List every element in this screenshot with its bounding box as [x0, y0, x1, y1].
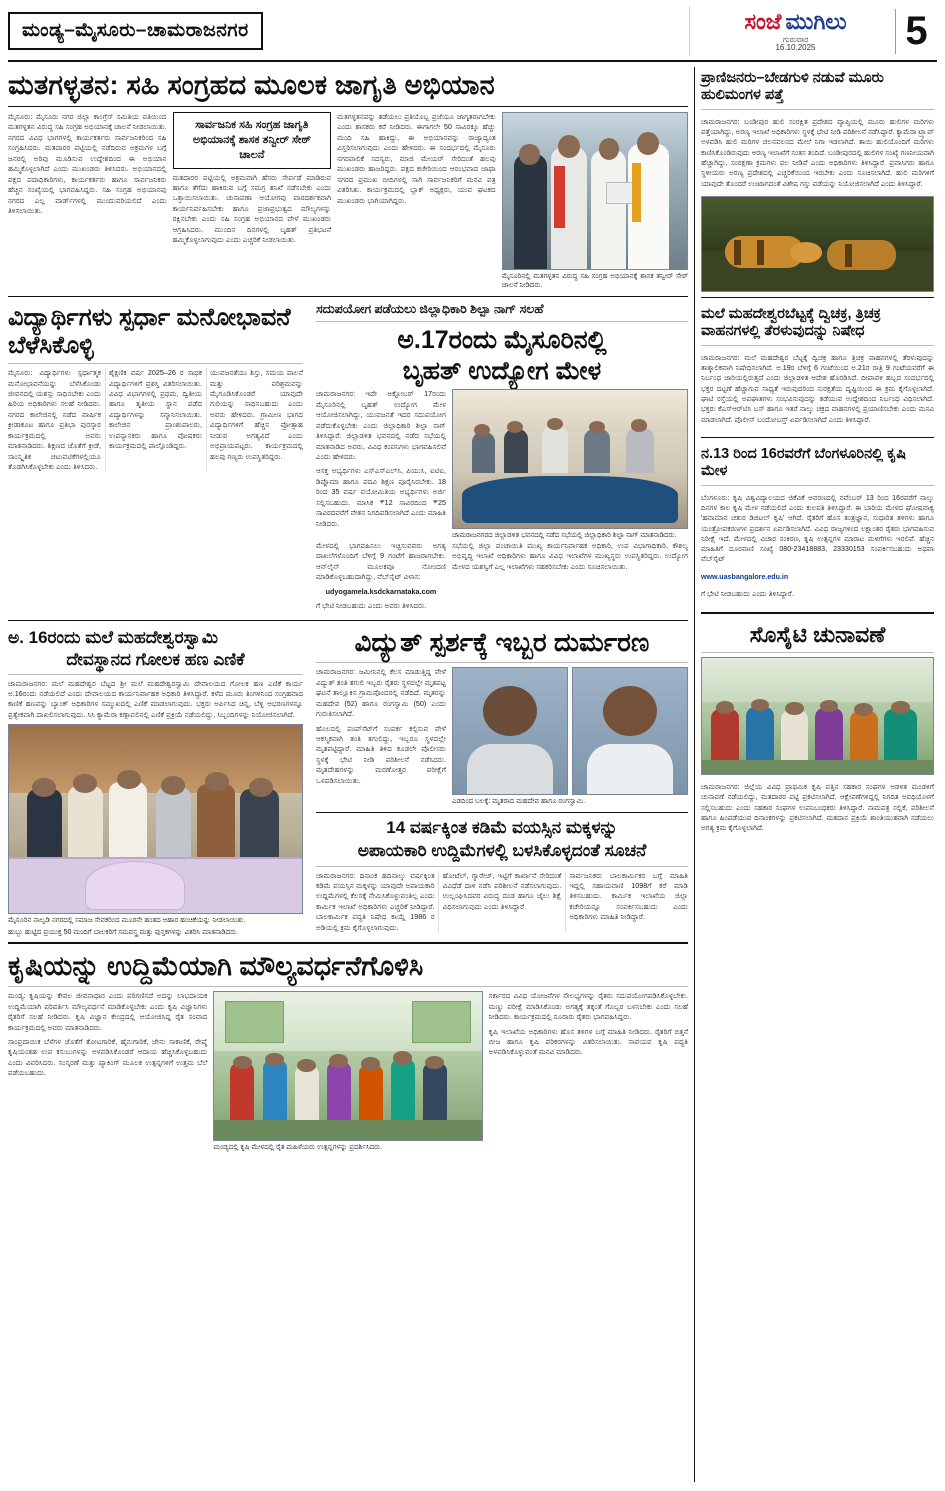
- jobfair-kicker: ಸದುಪಯೋಗ ಪಡೆಯಲು ಜಿಲ್ಲಾಧಿಕಾರಿ ಶಿಲ್ಪಾ ನಾಗ್ ಸಲಹೆ: [316, 301, 544, 316]
- tiger-headline: ಪ್ರಾಣಿಜನರು–ಬೇಡಗುಳಿ ನಡುವೆ ಮೂರು ಹುಲಿಮಂಗಳ ಪತ್ತೆ: [701, 70, 884, 104]
- tiger-text: ಚಾಮರಾಜನಗರ: ಬಂಡೀಪುರ ಹುಲಿ ಸಂರಕ್ಷಿತ ಪ್ರದೇಶದ ವ್ಯಾಪ್ತಿಯಲ್ಲಿ ಮೂರು ಹುಲಿಗಳ ಮರಿಗಳು ಪತ್ತೆಯಾಗಿದ್ದು, ಅರಣ್ಯ ಇಲಾಖೆ ಅಧಿಕಾರಿಗಳು ಸ್ಥಳಕ್ಕೆ ಭೇಟಿ ನೀಡಿ ಪರಿಶೀಲನೆ ನಡೆಸಿದ್ದಾರೆ. ಕ್ಯಾಮೆರಾ ಟ್ರ್ಯಾಪ್ ಅಳವಡಿಸಿ ಹುಲಿ ಮರಿಗಳ ಚಲನವಲನದ ಮೇಲೆ ನಿಗಾ ಇಡಲಾಗಿದೆ. ತಾಯಿ ಹುಲಿಯೊಂದಿಗೆ ಮರಿಗಳು ಕಾಣಿಸಿಕೊಂಡಿರುವುದು ಅರಣ್ಯ ಇಲಾಖೆಗೆ ಸಂತಸ ತಂದಿದೆ. ಬಂಡೀಪುರದಲ್ಲಿ ಹುಲಿಗಳ ಸಂಖ್ಯೆ ಗಣನೀಯವಾಗಿ ಹೆಚ್ಚಾಗಿದ್ದು, ಸಂರಕ್ಷಣಾ ಕ್ರಮಗಳು ಫಲ ನೀಡಿವೆ ಎಂದು ಅಧಿಕಾರಿಗಳು ತಿಳಿಸಿದ್ದಾರೆ. ಪ್ರವಾಸಿಗರು ಹಾಗೂ ಸ್ಥಳೀಯರು ಅರಣ್ಯ ಪ್ರದೇಶದಲ್ಲಿ ಎಚ್ಚರಿಕೆಯಿಂದ ಇರಬೇಕು ಎಂದು ಸೂಚಿಸಲಾಗಿದೆ. ಹುಲಿ ಮರಿಗಳಿಗೆ ಯಾವುದೇ ತೊಂದರೆ ಉಂಟಾಗದಂತೆ ವಿಶೇಷ ಗಸ್ತು ಪಡೆಯನ್ನು ನಿಯೋಜಿಸಲಾಗಿದೆ ಎಂದು ತಿಳಿಸಿದ್ದಾರೆ.: [701, 117, 935, 188]
- agri-col2: ಸಾಂಪ್ರದಾಯಿಕ ಬೆಳೆಗಳ ಜೊತೆಗೆ ತೋಟಗಾರಿಕೆ, ಹೈನುಗಾರಿಕೆ, ಜೇನು ಸಾಕಾಣಿಕೆ, ರೇಷ್ಮೆ ಕೃಷಿಯಂತಹ ಉಪ ಕಸುಬುಗಳನ್ನು ಅಳವಡಿಸಿಕೊಂಡರೆ ಆದಾಯ ಹೆಚ್ಚಿಸಿಕೊಳ್ಳಬಹುದು ಎಂದು ವಿವರಿಸಿದರು. ಸಂಸ್ಕರಣೆ ಮತ್ತು ಪ್ಯಾಕಿಂಗ್ ಮೂಲಕ ಉತ್ಪನ್ನಗಳಿಗೆ ಉತ್ತಮ ಬೆಲೆ ಪಡೆಯಬಹುದು.: [8, 1037, 208, 1078]
- childlabour-col2: ಹೋಟೆಲ್, ಗ್ಯಾರೇಜ್, ಇಟ್ಟಿಗೆ ಕಾರ್ಖಾನೆ ಸೇರಿದಂತೆ ವಿವಿಧೆಡೆ ದಾಳಿ ನಡೆಸಿ ಪರಿಶೀಲನೆ ನಡೆಸಲಾಗುವುದು. ಉಲ್ಲಂಘಿಸಿದವರ ವಿರುದ್ಧ ದಂಡ ಹಾಗೂ ಜೈಲು ಶಿಕ್ಷೆ ವಿಧಿಸಲಾಗುವುದು ಎಂದು ತಿಳಿಸಿದ್ದಾರೆ.: [442, 870, 562, 911]
- agri-headline: ಕೃಷಿಯನ್ನು ಉದ್ದಿಮೆಯಾಗಿ ಮೌಲ್ಯವರ್ಧನೆಗೊಳಿಸಿ: [8, 951, 424, 982]
- jobfair-photo: [452, 389, 688, 529]
- agri-photo: [213, 991, 482, 1141]
- temple-photo-caption-2: ಹುಬ್ಬು ಹುಟ್ಟಿದ ಪ್ರಯುಕ್ತ 50 ಮಂದಿಗೆ ಬಾಲಕರಿಗೆ ಸಮವಸ್ತ್ರ ಮತ್ತು ಪುಸ್ತಕಗಳನ್ನು ವಿತರಿಸಿ ಮಾತನಾಡಿದರು.: [8, 928, 239, 936]
- article-agri: [8, 949, 688, 1152]
- victim-photo-2: [572, 667, 688, 795]
- article-temple: [8, 626, 303, 937]
- temple-photo-caption-1: ಮೈಸೂರಿನ ನಾಲ್ವಡಿ ನಗರದಲ್ಲಿ ಸಮಾಜ ಸೇವಕರಿಂದ ಮೂರನೇ ಹಂತದ ಆಹಾರ ಹಂಚಿಕೆಯನ್ನು ನೀಡಲಾಯಿತು.: [8, 917, 246, 925]
- article-electrocution: [316, 626, 688, 933]
- lead-deck: ಸಾರ್ವಜನಿಕ ಸಹಿ ಸಂಗ್ರಹ ಜಾಗೃತಿ ಅಭಿಯಾನಕ್ಕೆ ಶಾಸಕ ತನ್ವೀರ್ ಸೇಠ್ ಚಾಲನೆ: [173, 112, 332, 169]
- krushimela-text: ಬೆಂಗಳೂರು: ಕೃಷಿ ವಿಶ್ವವಿದ್ಯಾಲಯದ ಜಿಕೆವಿಕೆ ಆವರಣದಲ್ಲಿ ನವೆಂಬರ್ 13 ರಿಂದ 16ರವರೆಗೆ ನಾಲ್ಕು ದಿನಗಳ ಕಾಲ ಕೃಷಿ ಮೇಳ ನಡೆಯಲಿದೆ ಎಂದು ಕುಲಪತಿ ತಿಳಿಸಿದ್ದಾರೆ. ಈ ಬಾರಿಯ ಮೇಳದ ಘೋಷವಾಕ್ಯ 'ಹವಾಮಾನ ಚತುರ ಡಿಜಿಟಲ್ ಕೃಷಿ' ಆಗಿದೆ. ರೈತರಿಗೆ ಹೊಸ ತಂತ್ರಜ್ಞಾನ, ಸುಧಾರಿತ ತಳಿಗಳು ಹಾಗೂ ಯಂತ್ರೋಪಕರಣಗಳ ಪ್ರದರ್ಶನ ಏರ್ಪಡಿಸಲಾಗಿದೆ. ವಿವಿಧ ರಾಜ್ಯಗಳಿಂದ ಲಕ್ಷಾಂತರ ರೈತರು ಭಾಗವಹಿಸುವ ನಿರೀಕ್ಷೆ ಇದೆ. ಮೇಳದಲ್ಲಿ ವಿಚಾರ ಸಂಕಿರಣ, ಕೃಷಿ ಉತ್ಪನ್ನಗಳ ಮಾರಾಟ ಮಳಿಗೆಗಳು ಇರಲಿವೆ. ಹೆಚ್ಚಿನ ಮಾಹಿತಿಗೆ ದೂರವಾಣಿ ಸಂಖ್ಯೆ 080-23418883, 23330153 ಸಂಪರ್ಕಿಸಬಹುದು ಅಥವಾ ವೆಬ್‌ಸೈಟ್: [701, 493, 934, 564]
- main-column: [8, 67, 688, 1482]
- temple-text: ಚಾಮರಾಜನಗರ: ಮಲೆ ಮಹದೇಶ್ವರ ಬೆಟ್ಟದ ಶ್ರೀ ಮಲೆ ಮಹದೇಶ್ವರಸ್ವಾಮಿ ದೇವಾಲಯದ ಗೋಲಕ ಹಣ ಎಣಿಕೆ ಕಾರ್ಯ ಅ.16ರಂದು ನಡೆಯಲಿದೆ ಎಂದು ದೇವಾಲಯದ ಕಾರ್ಯನಿರ್ವಾಹಕ ಅಧಿಕಾರಿ ತಿಳಿಸಿದ್ದಾರೆ. ಕಳೆದ ಮೂರು ತಿಂಗಳಿನಿಂದ ಸಂಗ್ರಹವಾದ ಕಾಣಿಕೆ ಹಣವನ್ನು ಬ್ಯಾಂಕ್ ಅಧಿಕಾರಿಗಳ ಸಮ್ಮುಖದಲ್ಲಿ ಎಣಿಕೆ ಮಾಡಲಾಗುವುದು. ಭಕ್ತರು ಅರ್ಪಿಸಿದ ಚಿನ್ನ, ಬೆಳ್ಳಿ ಆಭರಣಗಳನ್ನೂ ಪ್ರತ್ಯೇಕವಾಗಿ ದಾಖಲಿಸಲಾಗುವುದು. ಸಿಸಿ ಕ್ಯಾಮೆರಾ ಕಣ್ಗಾವಲಿನಲ್ಲಿ ಎಣಿಕೆ ಪ್ರಕ್ರಿಯೆ ನಡೆಯಲಿದ್ದು, ಸಿಬ್ಬಂದಿಗಳನ್ನು ನಿಯೋಜಿಸಲಾಗಿದೆ.: [8, 678, 303, 719]
- temple-headline-line1: ಅ. 16ರಂದು ಮಲೆ ಮಹದೇಶ್ವರಸ್ವಾಮಿ: [8, 628, 218, 648]
- students-col1: ಮೈಸೂರು: ವಿದ್ಯಾರ್ಥಿಗಳು ಸ್ಪರ್ಧಾತ್ಮಕ ಮನೋಭಾವನೆಯನ್ನು ಬೆಳೆಸಿಕೊಂಡು ಜೀವನದಲ್ಲಿ ಯಶಸ್ಸು ಸಾಧಿಸಬೇಕು ಎಂದು ಹಿರಿಯ ಅಧಿಕಾರಿಗಳು ಸಲಹೆ ನೀಡಿದರು. ನಗರದ ಕಾಲೇಜಿನಲ್ಲಿ ನಡೆದ ವಾರ್ಷಿಕ ಕ್ರೀಡಾಕೂಟ ಹಾಗೂ ಪ್ರತಿಭಾ ಪುರಸ್ಕಾರ ಕಾರ್ಯಕ್ರಮದಲ್ಲಿ ಅವರು ಮಾತನಾಡಿದರು. ಶಿಕ್ಷಣದ ಜೊತೆಗೆ ಕ್ರೀಡೆ, ಸಾಂಸ್ಕೃತಿಕ ಚಟುವಟಿಕೆಗಳಲ್ಲಿಯೂ ತೊಡಗಿಸಿಕೊಳ್ಳಬೇಕು ಎಂದು ತಿಳಿಸಿದರು.: [8, 368, 101, 472]
- logo-word-mugilu: ಮುಗಿಲು: [785, 8, 847, 34]
- jobfair-col3: ಮೇಳದಲ್ಲಿ ಭಾಗವಹಿಸಲು ಇಚ್ಛಿಸುವವರು ಅಗತ್ಯ ದಾಖಲೆಗಳೊಂದಿಗೆ ಬೆಳಿಗ್ಗೆ 9 ಗಂಟೆಗೆ ಹಾಜರಾಗಬೇಕು. ಆನ್‌ಲೈನ್ ಮೂಲಕವೂ ನೋಂದಣಿ ಮಾಡಿಕೊಳ್ಳಬಹುದಾಗಿದ್ದು, ವೆಬ್‌ಸೈಟ್ ವಿಳಾಸ:: [316, 540, 446, 582]
- childlabour-headline-line1: 14 ವರ್ಷಕ್ಕಿಂತ ಕಡಿಮೆ ವಯಸ್ಸಿನ ಮಕ್ಕಳನ್ನು: [386, 817, 618, 837]
- publication-day: ಗುರುವಾರ: [782, 34, 809, 44]
- electro-col1: ಚಾಮರಾಜನಗರ: ಜಮೀನಿನಲ್ಲಿ ಕೆಲಸ ಮಾಡುತ್ತಿದ್ದ ವೇಳೆ ವಿದ್ಯುತ್ ತಂತಿ ತಗುಲಿ ಇಬ್ಬರು ರೈತರು ಸ್ಥಳದಲ್ಲೇ ಮೃತಪಟ್ಟ ಘಟನೆ ತಾಲ್ಲೂಕಿನ ಗ್ರಾಮವೊಂದರಲ್ಲಿ ನಡೆದಿದೆ. ಮೃತರನ್ನು ಮಹದೇವ (52) ಹಾಗೂ ರಂಗಸ್ವಾಮಿ (50) ಎಂದು ಗುರುತಿಸಲಾಗಿದೆ.: [316, 667, 446, 719]
- krushimela-headline: ನ.13 ರಿಂದ 16ರವರೆಗೆ ಬೆಂಗಳೂರಿನಲ್ಲಿ ಕೃಷಿ ಮೇಳ: [701, 445, 907, 480]
- logo-word-sanje: ಸಂಜೆ: [744, 8, 782, 34]
- region-label: ಮಂಡ್ಯ–ಮೈಸೂರು–ಚಾಮರಾಜನಗರ: [8, 12, 263, 50]
- lead-photo: [502, 112, 688, 270]
- childlabour-headline-line2: ಅಪಾಯಕಾರಿ ಉದ್ದಿಮೆಗಳಲ್ಲಿ ಬಳಸಿಕೊಳ್ಳದಂತೆ ಸೂಚನೆ: [357, 841, 647, 861]
- agri-photo-caption: ಮಂಡ್ಯದಲ್ಲಿ ಕೃಷಿ ಮೇಳದಲ್ಲಿ ರೈತ ಮಹಿಳೆಯರು ಉತ್ಪನ್ನಗಳನ್ನು ಪ್ರದರ್ಶಿಸಿದರು.: [213, 1144, 383, 1152]
- lead-col1: ಮೈಸೂರು: ಮೈಸೂರು ನಗರ ಜಿಲ್ಲಾ ಕಾಂಗ್ರೆಸ್ ಸಮಿತಿಯ ವತಿಯಿಂದ ಮತಗಳ್ಳತನ ವಿರುದ್ಧ ಸಹಿ ಸಂಗ್ರಹ ಅಭಿಯಾನಕ್ಕೆ ಚಾಲನೆ ನೀಡಲಾಯಿತು. ನಗರದ ವಿವಿಧ ಭಾಗಗಳಲ್ಲಿ ಕಾರ್ಯಕರ್ತರು ಸಾರ್ವಜನಿಕರಿಂದ ಸಹಿ ಸಂಗ್ರಹಿಸಿದರು. ಮತದಾರರ ಪಟ್ಟಿಯಲ್ಲಿ ನಡೆದಿರುವ ಅಕ್ರಮಗಳ ಬಗ್ಗೆ ಜನರಲ್ಲಿ ಅರಿವು ಮೂಡಿಸುವ ಉದ್ದೇಶದಿಂದ ಈ ಅಭಿಯಾನ ಹಮ್ಮಿಕೊಳ್ಳಲಾಗಿದೆ ಎಂದು ಮುಖಂಡರು ತಿಳಿಸಿದರು. ಅಭಿಯಾನದಲ್ಲಿ ಪಕ್ಷದ ಪದಾಧಿಕಾರಿಗಳು, ಕಾರ್ಯಕರ್ತರು ಹಾಗೂ ಸಾರ್ವಜನಿಕರು ಹೆಚ್ಚಿನ ಸಂಖ್ಯೆಯಲ್ಲಿ ಭಾಗವಹಿಸಿದ್ದರು. ಸಹಿ ಸಂಗ್ರಹ ಅಭಿಯಾನವು ನಗರದ ಎಲ್ಲ ವಾರ್ಡ್‌ಗಳಲ್ಲಿ ಮುಂದುವರಿಯಲಿದೆ ಎಂದು ತಿಳಿಸಲಾಯಿತು.: [8, 112, 167, 215]
- electro-photo-caption: ಎಡದಿಂದ ಬಲಕ್ಕೆ: ಮೃತರಾದ ಮಹದೇವ ಹಾಗೂ ರಂಗಸ್ವಾಮಿ.: [452, 798, 586, 806]
- lead-col3: ಮತಗಳ್ಳತನವನ್ನು ತಡೆಯಲು ಪ್ರತಿಯೊಬ್ಬ ಪ್ರಜೆಯೂ ಜಾಗೃತರಾಗಬೇಕು ಎಂದು ಶಾಸಕರು ಕರೆ ನೀಡಿದರು. ಈಗಾಗಲೇ 50 ಸಾವಿರಕ್ಕೂ ಹೆಚ್ಚು ಮಂದಿ ಸಹಿ ಹಾಕಿದ್ದು, ಈ ಅಭಿಯಾನವನ್ನು ರಾಜ್ಯಾದ್ಯಂತ ವಿಸ್ತರಿಸಲಾಗುವುದು ಎಂದು ಹೇಳಿದರು. ಈ ಸಂದರ್ಭದಲ್ಲಿ ಮೈಸೂರು ನಗರಪಾಲಿಕೆ ಸದಸ್ಯರು, ಮಾಜಿ ಮೇಯರ್ ಸೇರಿದಂತೆ ಹಲವು ಮುಖಂಡರು ಹಾಜರಿದ್ದರು. ಪಕ್ಷದ ಕಚೇರಿಯಿಂದ ಆರಂಭವಾದ ಜಾಥಾ ನಗರದ ಪ್ರಮುಖ ಬೀದಿಗಳಲ್ಲಿ ಸಾಗಿ ಸಾರ್ವಜನಿಕರಿಗೆ ಮನವಿ ಪತ್ರ ವಿತರಿಸಿತು. ಕಾರ್ಯಕ್ರಮದಲ್ಲಿ ಬ್ಲಾಕ್ ಅಧ್ಯಕ್ಷರು, ಯುವ ಘಟಕದ ಮುಖಂಡರು ಭಾಗಿಯಾಗಿದ್ದರು.: [337, 112, 496, 205]
- row-students-jobfair: [8, 302, 688, 616]
- article-ban: [701, 303, 934, 432]
- childlabour-col3: ಸಾರ್ವಜನಿಕರು ಬಾಲಕಾರ್ಮಿಕರ ಬಗ್ಗೆ ಮಾಹಿತಿ ಇದ್ದಲ್ಲಿ ಸಹಾಯವಾಣಿ 1098ಗೆ ಕರೆ ಮಾಡಿ ತಿಳಿಸಬಹುದು. ಕಾರ್ಮಿಕ ಇಲಾಖೆಯ ಜಿಲ್ಲಾ ಕಚೇರಿಯನ್ನೂ ಸಂಪರ್ಕಿಸಬಹುದು ಎಂದು ಅಧಿಕಾರಿಗಳು ಮಾಹಿತಿ ನೀಡಿದ್ದಾರೆ.: [569, 870, 688, 922]
- electro-col2: ಹೊಲದಲ್ಲಿ ಪಂಪ್‌ಸೆಟ್‌ಗೆ ಸಂಪರ್ಕ ಕಲ್ಪಿಸುವ ವೇಳೆ ಆಕಸ್ಮಿಕವಾಗಿ ತಂತಿ ತಗುಲಿದ್ದು, ಇಬ್ಬರೂ ಸ್ಥಳದಲ್ಲೇ ಮೃತಪಟ್ಟಿದ್ದಾರೆ. ಮಾಹಿತಿ ತಿಳಿದ ಕೂಡಲೇ ಪೊಲೀಸರು ಸ್ಥಳಕ್ಕೆ ಭೇಟಿ ನೀಡಿ ಪರಿಶೀಲನೆ ನಡೆಸಿದರು. ಮೃತದೇಹಗಳನ್ನು ಮರಣೋತ್ತರ ಪರೀಕ್ಷೆಗೆ ಒಳಪಡಿಸಲಾಯಿತು.: [316, 723, 446, 785]
- masthead: [8, 6, 937, 62]
- jobfair-photo-caption: ಚಾಮರಾಜನಗರದ ಜಿಲ್ಲಾಡಳಿತ ಭವನದಲ್ಲಿ ನಡೆದ ಸಭೆಯಲ್ಲಿ ಜಿಲ್ಲಾಧಿಕಾರಿ ಶಿಲ್ಪಾ ನಾಗ್ ಮಾತನಾಡಿದರು.: [452, 532, 677, 540]
- lead-col2: ಮತದಾರರ ಪಟ್ಟಿಯಲ್ಲಿ ಅಕ್ರಮವಾಗಿ ಹೆಸರು ಸೇರ್ಪಡೆ ಮಾಡಿರುವ ಹಾಗೂ ತೆಗೆದು ಹಾಕಿರುವ ಬಗ್ಗೆ ಸಮಗ್ರ ತನಿಖೆ ನಡೆಸಬೇಕು ಎಂದು ಒತ್ತಾಯಿಸಲಾಯಿತು. ಚುನಾವಣಾ ಆಯೋಗವು ಪಾರದರ್ಶಕವಾಗಿ ಕಾರ್ಯನಿರ್ವಹಿಸಬೇಕು ಹಾಗೂ ಪ್ರಜಾಪ್ರಭುತ್ವದ ಮೌಲ್ಯಗಳನ್ನು ರಕ್ಷಿಸಬೇಕು ಎಂದು ಸಹಿ ಸಂಗ್ರಹ ಅಭಿಯಾನದ ವೇಳೆ ಮುಖಂಡರು ಆಗ್ರಹಿಸಿದರು. ಮುಂದಿನ ದಿನಗಳಲ್ಲಿ ಬೃಹತ್ ಪ್ರತಿಭಟನೆ ಹಮ್ಮಿಕೊಳ್ಳಲಾಗುವುದು ಎಂದು ಎಚ್ಚರಿಕೆ ನೀಡಲಾಯಿತು.: [172, 172, 332, 245]
- right-column: [694, 67, 934, 1482]
- page-number: 5: [895, 9, 937, 54]
- ban-text: ಚಾಮರಾಜನಗರ: ಮಲೆ ಮಹದೇಶ್ವರ ಬೆಟ್ಟಕ್ಕೆ ದ್ವಿಚಕ್ರ ಹಾಗೂ ತ್ರಿಚಕ್ರ ವಾಹನಗಳಲ್ಲಿ ತೆರಳುವುದನ್ನು ತಾತ್ಕಾಲಿಕವಾಗಿ ನಿಷೇಧಿಸಲಾಗಿದೆ. ಅ.19ರ ಬೆಳಿಗ್ಗೆ 6 ಗಂಟೆಯಿಂದ ಅ.21ರ ರಾತ್ರಿ 9 ಗಂಟೆಯವರೆಗೆ ಈ ನಿರ್ಬಂಧ ಜಾರಿಯಲ್ಲಿರುತ್ತದೆ ಎಂದು ಜಿಲ್ಲಾಡಳಿತ ಆದೇಶ ಹೊರಡಿಸಿದೆ. ದೀಪಾವಳಿ ಹಬ್ಬದ ಸಂದರ್ಭದಲ್ಲಿ ಭಕ್ತರ ದಟ್ಟಣೆ ಹೆಚ್ಚಾಗುವ ಸಾಧ್ಯತೆ ಇರುವುದರಿಂದ ಸುರಕ್ಷತೆಯ ದೃಷ್ಟಿಯಿಂದ ಈ ಕ್ರಮ ಕೈಗೊಳ್ಳಲಾಗಿದೆ. ಘಾಟಿ ರಸ್ತೆಯಲ್ಲಿ ಅಪಘಾತಗಳು ಸಂಭವಿಸುವುದನ್ನು ತಡೆಯುವ ಉದ್ದೇಶದಿಂದ ನಿರ್ಬಂಧ ವಿಧಿಸಲಾಗಿದೆ. ಭಕ್ತರು ಕೆಎಸ್‌ಆರ್‌ಟಿಸಿ ಬಸ್ ಹಾಗೂ ಇತರೆ ನಾಲ್ಕು ಚಕ್ರದ ವಾಹನಗಳಲ್ಲಿ ಪ್ರಯಾಣಿಸಬೇಕು ಎಂದು ಮನವಿ ಮಾಡಲಾಗಿದೆ. ಪೊಲೀಸ್ ಬಂದೋಬಸ್ತ್ ಏರ್ಪಡಿಸಲಾಗಿದೆ ಎಂದು ತಿಳಿಸಿದ್ದಾರೆ.: [701, 353, 934, 424]
- society-photo: [701, 657, 934, 775]
- temple-photo: [8, 724, 303, 914]
- students-col2: ಶೈಕ್ಷಣಿಕ ವರ್ಷ 2025–26 ರ ಸಾಧಕ ವಿದ್ಯಾರ್ಥಿಗಳಿಗೆ ಪ್ರಶಸ್ತಿ ವಿತರಿಸಲಾಯಿತು. ವಿವಿಧ ವಿಭಾಗಗಳಲ್ಲಿ ಪ್ರಥಮ, ದ್ವಿತೀಯ ಹಾಗೂ ತೃತೀಯ ಸ್ಥಾನ ಪಡೆದ ವಿದ್ಯಾರ್ಥಿಗಳನ್ನು ಸನ್ಮಾನಿಸಲಾಯಿತು. ಕಾಲೇಜಿನ ಪ್ರಾಂಶುಪಾಲರು, ಉಪನ್ಯಾಸಕರು ಹಾಗೂ ಪೋಷಕರು ಕಾರ್ಯಕ್ರಮದಲ್ಲಿ ಪಾಲ್ಗೊಂಡಿದ್ದರು.: [109, 368, 202, 451]
- row-temple-electro: [8, 626, 688, 937]
- ban-headline: ಮಲೆ ಮಹದೇಶ್ವರಬೆಟ್ಟಕ್ಕೆ ದ್ವಿಚಕ್ರ, ತ್ರಿಚಕ್ರ ವಾಹನಗಳಲ್ಲಿ ತೆರಳುವುದನ್ನು ನಿಷೇಧ: [701, 305, 881, 340]
- jobfair-col4: ಸಭೆಯಲ್ಲಿ ಜಿಲ್ಲಾ ಪಂಚಾಯಿತಿ ಮುಖ್ಯ ಕಾರ್ಯನಿರ್ವಾಹಕ ಅಧಿಕಾರಿ, ಉಪ ವಿಭಾಗಾಧಿಕಾರಿ, ಕೌಶಲ್ಯ ಅಭಿವೃದ್ಧಿ ಇಲಾಖೆ ಅಧಿಕಾರಿಗಳು ಹಾಗೂ ವಿವಿಧ ಇಲಾಖೆಗಳ ಮುಖ್ಯಸ್ಥರು ಉಪಸ್ಥಿತರಿದ್ದರು. ಉದ್ಯೋಗ ಮೇಳದ ಯಶಸ್ವಿಗೆ ಎಲ್ಲ ಇಲಾಖೆಗಳು ಸಹಕರಿಸಬೇಕು ಎಂದು ಸೂಚಿಸಲಾಯಿತು.: [452, 540, 688, 571]
- tiger-photo: [701, 196, 934, 292]
- article-tiger: [701, 67, 934, 292]
- article-lead: [8, 67, 688, 291]
- agri-col1: ಮಂಡ್ಯ: ಕೃಷಿಯನ್ನು ಕೇವಲ ಜೀವನಾಧಾರ ಎಂದು ಪರಿಗಣಿಸದೆ ಅದನ್ನು ಲಾಭದಾಯಕ ಉದ್ದಿಮೆಯಾಗಿ ಪರಿವರ್ತಿಸಿ ಮೌಲ್ಯವರ್ಧನೆ ಮಾಡಿಕೊಳ್ಳಬೇಕು ಎಂದು ಕೃಷಿ ವಿಜ್ಞಾನಿಗಳು ರೈತರಿಗೆ ಸಲಹೆ ನೀಡಿದರು. ಕೃಷಿ ವಿಜ್ಞಾನ ಕೇಂದ್ರದಲ್ಲಿ ಆಯೋಜಿಸಿದ್ದ ರೈತ ಸಂವಾದ ಕಾರ್ಯಕ್ರಮದಲ್ಲಿ ಅವರು ಮಾತನಾಡಿದರು.: [8, 991, 208, 1032]
- lead-headline: ಮತಗಳ್ಳತನ: ಸಹಿ ಸಂಗ್ರಹದ ಮೂಲಕ ಜಾಗೃತಿ ಅಭಿಯಾನ: [8, 70, 495, 100]
- childlabour-col1: ಚಾಮರಾಜನಗರ: ದಿನಾಂಕ ಹದಿನಾಲ್ಕು ವರ್ಷಕ್ಕಿಂತ ಕಡಿಮೆ ವಯಸ್ಸಿನ ಮಕ್ಕಳನ್ನು ಯಾವುದೇ ಅಪಾಯಕಾರಿ ಉದ್ದಿಮೆಗಳಲ್ಲಿ ಕೆಲಸಕ್ಕೆ ನೇಮಿಸಿಕೊಳ್ಳುವಂತಿಲ್ಲ ಎಂದು ಕಾರ್ಮಿಕ ಇಲಾಖೆ ಅಧಿಕಾರಿಗಳು ಎಚ್ಚರಿಕೆ ನೀಡಿದ್ದಾರೆ. ಬಾಲಕಾರ್ಮಿಕ ಪದ್ಧತಿ ನಿಷೇಧ ಕಾಯ್ದೆ 1986 ರ ಅಡಿಯಲ್ಲಿ ಕ್ರಮ ಕೈಗೊಳ್ಳಲಾಗುವುದು.: [316, 870, 435, 932]
- victim-photo-1: [452, 667, 568, 795]
- masthead-left: [8, 6, 689, 56]
- society-headline: ಸೊಸೈಟಿ ಚುನಾವಣೆ: [749, 621, 886, 647]
- society-text: ಚಾಮರಾಜನಗರ: ಜಿಲ್ಲೆಯ ವಿವಿಧ ಪ್ರಾಥಮಿಕ ಕೃಷಿ ಪತ್ತಿನ ಸಹಕಾರ ಸಂಘಗಳ ಆಡಳಿತ ಮಂಡಳಿಗೆ ಚುನಾವಣೆ ನಡೆಯಲಿದ್ದು, ಮತದಾರರ ಪಟ್ಟಿ ಪ್ರಕಟಿಸಲಾಗಿದೆ. ಆಕ್ಷೇಪಣೆಗಳಿದ್ದಲ್ಲಿ ನಿಗದಿತ ಅವಧಿಯೊಳಗೆ ಸಲ್ಲಿಸಬಹುದು ಎಂದು ಸಹಕಾರ ಸಂಘಗಳ ಉಪನಿಬಂಧಕರು ತಿಳಿಸಿದ್ದಾರೆ. ನಾಮಪತ್ರ ಸಲ್ಲಿಕೆ, ಪರಿಶೀಲನೆ ಹಾಗೂ ಹಿಂಪಡೆಯುವ ದಿನಾಂಕಗಳನ್ನು ಪ್ರಕಟಿಸಲಾಗಿದೆ. ಮತದಾನ ಪ್ರಕ್ರಿಯೆ ಶಾಂತಿಯುತವಾಗಿ ನಡೆಯಲು ಅಗತ್ಯ ಕ್ರಮ ಕೈಗೊಳ್ಳಲಾಗಿದೆ.: [701, 783, 934, 833]
- article-society: [701, 619, 934, 841]
- masthead-right: [689, 6, 937, 56]
- krushimela-text2: ಗೆ ಭೇಟಿ ನೀಡಬಹುದು ಎಂದು ತಿಳಿಸಿದ್ದಾರೆ.: [701, 590, 794, 599]
- newspaper-logo: [696, 10, 895, 53]
- temple-headline-line2: ದೇವಸ್ಥಾನದ ಗೋಲಕ ಹಣ ಎಣಿಕೆ: [66, 650, 245, 670]
- agri-col3: ಸರ್ಕಾರದ ವಿವಿಧ ಯೋಜನೆಗಳ ಸೌಲಭ್ಯಗಳನ್ನು ರೈತರು ಸದುಪಯೋಗಪಡಿಸಿಕೊಳ್ಳಬೇಕು. ಮಣ್ಣು ಪರೀಕ್ಷೆ ಮಾಡಿಸಿಕೊಂಡು ಅಗತ್ಯಕ್ಕೆ ತಕ್ಕಂತೆ ಗೊಬ್ಬರ ಬಳಸಬೇಕು ಎಂದು ಸಲಹೆ ನೀಡಿದರು. ಕಾರ್ಯಕ್ರಮದಲ್ಲಿ ನೂರಾರು ರೈತರು ಭಾಗವಹಿಸಿದ್ದರು.: [488, 991, 688, 1022]
- page-body: [8, 67, 937, 1482]
- electro-headline: ವಿದ್ಯುತ್ ಸ್ಪರ್ಶಕ್ಕೆ ಇಬ್ಬರ ದುರ್ಮರಣ: [354, 627, 650, 658]
- jobfair-col3b: ಗೆ ಭೇಟಿ ನೀಡಬಹುದು ಎಂದು ಅವರು ತಿಳಿಸಿದರು.: [316, 601, 427, 611]
- article-students: [8, 302, 303, 473]
- article-krushimela: [701, 443, 934, 607]
- article-jobfair: [316, 302, 688, 616]
- jobfair-headline-line1: ಅ.17ರಂದು ಮೈಸೂರಿನಲ್ಲಿ: [397, 325, 607, 354]
- jobfair-website[interactable]: udyogamela.ksdckarnataka.com: [325, 586, 437, 596]
- jobfair-col2: ಆಸಕ್ತ ಅಭ್ಯರ್ಥಿಗಳು ಎಸ್‌ಎಸ್‌ಎಲ್‌ಸಿ, ಪಿಯುಸಿ, ಐಟಿಐ, ಡಿಪ್ಲೊಮಾ ಹಾಗೂ ಪದವಿ ಶಿಕ್ಷಣ ಪೂರೈಸಿರಬೇಕು. 18 ರಿಂದ 35 ವರ್ಷ ವಯೋಮಿತಿಯ ಅಭ್ಯರ್ಥಿಗಳು ಅರ್ಜಿ ಸಲ್ಲಿಸಬಹುದು. ಮಾಸಿಕ ₹12 ಸಾವಿರದಿಂದ ₹25 ಸಾವಿರದವರೆಗೆ ವೇತನ ನಿಗದಿಪಡಿಸಲಾಗಿದೆ ಎಂದು ಮಾಹಿತಿ ನೀಡಿದರು.: [316, 466, 446, 528]
- jobfair-col1: ಚಾಮರಾಜನಗರ: ಇದೇ ಅಕ್ಟೋಬರ್ 17ರಂದು ಮೈಸೂರಿನಲ್ಲಿ ಬೃಹತ್ ಉದ್ಯೋಗ ಮೇಳ ಆಯೋಜಿಸಲಾಗಿದ್ದು, ಯುವಜನತೆ ಇದರ ಸದುಪಯೋಗ ಪಡೆದುಕೊಳ್ಳಬೇಕು ಎಂದು ಜಿಲ್ಲಾಧಿಕಾರಿ ಶಿಲ್ಪಾ ನಾಗ್ ತಿಳಿಸಿದ್ದಾರೆ. ಜಿಲ್ಲಾಡಳಿತ ಭವನದಲ್ಲಿ ನಡೆದ ಸಭೆಯಲ್ಲಿ ಮಾತನಾಡಿದ ಅವರು, ವಿವಿಧ ಕಂಪನಿಗಳು ಭಾಗವಹಿಸಲಿವೆ ಎಂದು ಹೇಳಿದರು.: [316, 389, 446, 462]
- jobfair-headline-line2: ಬೃಹತ್ ಉದ್ಯೋಗ ಮೇಳ: [402, 356, 602, 385]
- agri-col4: ಕೃಷಿ ಇಲಾಖೆಯ ಅಧಿಕಾರಿಗಳು ಹೊಸ ತಳಿಗಳ ಬಗ್ಗೆ ಮಾಹಿತಿ ನೀಡಿದರು. ರೈತರಿಗೆ ಬಿತ್ತನೆ ಬೀಜ ಹಾಗೂ ಕೃಷಿ ಪರಿಕರಗಳನ್ನು ವಿತರಿಸಲಾಯಿತು. ಸಾವಯವ ಕೃಷಿ ಪದ್ಧತಿ ಅಳವಡಿಸಿಕೊಳ್ಳುವಂತೆ ಮನವಿ ಮಾಡಿದರು.: [488, 1026, 688, 1057]
- publication-date: 16.10.2025: [775, 42, 816, 52]
- students-col3: ಯುವಜನತೆಯು ಶಿಸ್ತು, ಸಮಯ ಪಾಲನೆ ಮತ್ತು ಪರಿಶ್ರಮವನ್ನು ಮೈಗೂಡಿಸಿಕೊಂಡರೆ ಯಾವುದೇ ಗುರಿಯನ್ನು ಸಾಧಿಸಬಹುದು ಎಂದು ಅವರು ಹೇಳಿದರು. ಗ್ರಾಮೀಣ ಭಾಗದ ವಿದ್ಯಾರ್ಥಿಗಳಿಗೆ ಹೆಚ್ಚಿನ ಪ್ರೋತ್ಸಾಹ ನೀಡುವ ಅಗತ್ಯವಿದೆ ಎಂದು ಅಭಿಪ್ರಾಯಪಟ್ಟರು. ಕಾರ್ಯಕ್ರಮದಲ್ಲಿ ಹಲವು ಗಣ್ಯರು ಉಪಸ್ಥಿತರಿದ್ದರು.: [210, 368, 303, 461]
- students-headline: ವಿದ್ಯಾರ್ಥಿಗಳು ಸ್ಪರ್ಧಾ ಮನೋಭಾವನೆ ಬೆಳೆಸಿಕೊಳ್ಳಿ: [8, 303, 291, 359]
- krushimela-website[interactable]: www.uasbangalore.edu.in: [701, 572, 789, 581]
- lead-photo-caption: ಮೈಸೂರಿನಲ್ಲಿ ಮತಗಳ್ಳತನ ವಿರುದ್ಧ ಸಹಿ ಸಂಗ್ರಹ ಅಭಿಯಾನಕ್ಕೆ ಶಾಸಕ ತನ್ವೀರ್ ಸೇಠ್ ಚಾಲನೆ ನೀಡಿದರು.: [501, 273, 688, 290]
- electro-portraits: [452, 667, 688, 795]
